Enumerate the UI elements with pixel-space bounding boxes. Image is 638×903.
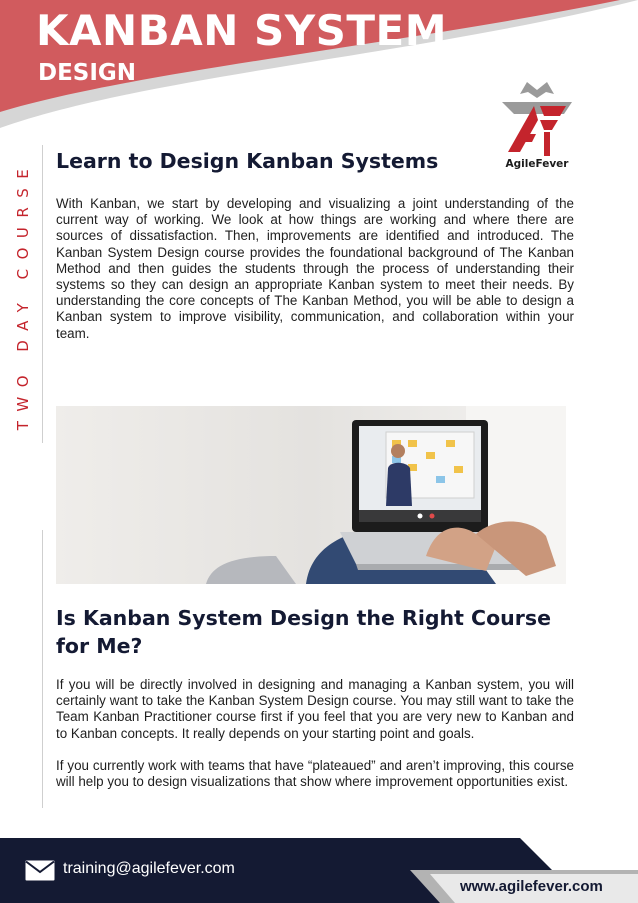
envelope-icon <box>25 860 55 881</box>
section-body-learn: With Kanban, we start by developing and visualizing a joint understanding of the current way of working. We look at how things are working and where there are sources of dissatisfaction. Then, improvements are identified and introduced. The Kanban System Design course provides the foundational background of The Kanban Method and then guides the students through the process of understanding their systems so they can design an appropriate Kanban system to meet their needs. By understanding the core concepts of The Kanban Method, you will be able to design a Kanban system to improve visibility, communication, and collaboration within your team. <box>56 196 574 341</box>
section-body-paragraph: If you currently work with teams that have “plateaued” and aren’t improving, this course will help you to design visualizations that show where improvement opportunities exist. <box>56 758 574 790</box>
footer-website-link[interactable]: www.agilefever.com <box>460 878 603 895</box>
course-duration-text: TWO DAY COURSE <box>14 159 32 431</box>
section-heading-learn: Learn to Design Kanban Systems <box>56 149 439 173</box>
vertical-divider <box>42 145 43 443</box>
section-body-paragraph: If you will be directly involved in designing and managing a Kanban system, you will certainly want to take the Kanban System Design course. You may still want to take the Team Kanban Practitioner course first if you feel that you are very new to Kanban and to Kanban concepts. It really depends on your starting point and goals. <box>56 677 574 741</box>
logo-wordmark: AgileFever <box>505 158 569 170</box>
vertical-divider <box>42 530 43 808</box>
laptop-training-photo <box>56 406 566 584</box>
course-duration-label <box>13 159 33 431</box>
page-title: KANBAN SYSTEM <box>36 6 448 55</box>
page-subtitle: DESIGN <box>38 60 137 86</box>
footer-email-link[interactable]: training@agilefever.com <box>63 860 235 877</box>
section-heading-right-course: Is Kanban System Design the Right Course for Me? <box>56 606 551 658</box>
